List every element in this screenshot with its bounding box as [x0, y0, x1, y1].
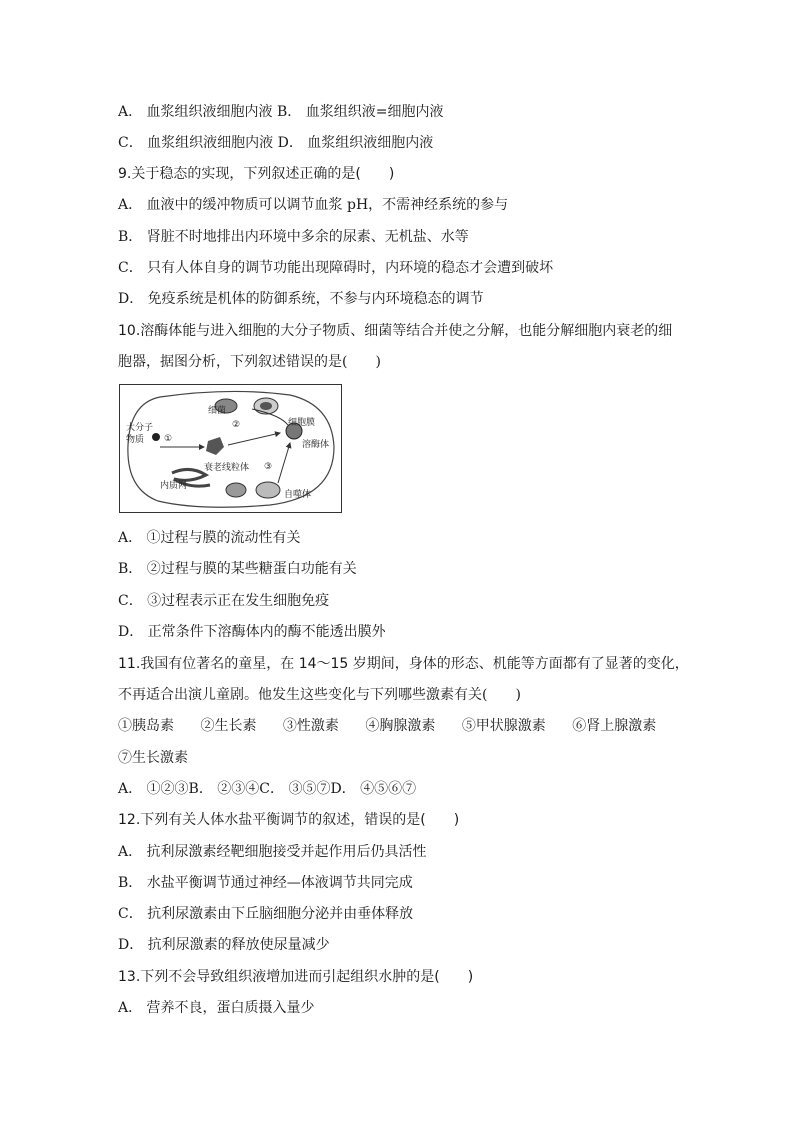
- q9-option-b: B． 肾脏不时地排出内环境中多余的尿素、无机盐、水等: [118, 229, 469, 245]
- q10-option-b: B． ②过程与膜的某些糖蛋白功能有关: [118, 561, 357, 577]
- label-process-1: ①: [164, 434, 173, 444]
- label-autophagosome: 自噬体: [284, 490, 312, 500]
- hormone-5: ⑤甲状腺激素: [461, 718, 546, 734]
- q10-option-a: A． ①过程与膜的流动性有关: [118, 530, 301, 546]
- q12-option-a: A． 抗利尿激素经靶细胞接受并起作用后仍具活性: [118, 844, 427, 860]
- label-process-3: ③: [264, 462, 273, 472]
- label-macromolecule-2: 物质: [126, 435, 145, 445]
- q11-stem-line1: 11.我国有位著名的童星，在 14～15 岁期间，身体的形态、机能等方面都有了显著的变化，: [118, 656, 689, 672]
- label-cell-membrane: 细胞膜: [288, 418, 316, 428]
- label-macromolecule-1: 大分子: [126, 423, 154, 433]
- q12-stem: 12.下列有关人体水盐平衡调节的叙述，错误的是( ): [118, 812, 460, 828]
- label-old-mitochondria: 衰老线粒体: [204, 463, 250, 473]
- hormone-4: ④胸腺激素: [365, 718, 436, 734]
- q9-option-d: D． 免疫系统是机体的防御系统，不参与内环境稳态的调节: [118, 291, 484, 307]
- label-process-2: ②: [232, 420, 241, 430]
- hormone-1: ①胰岛素: [118, 718, 174, 734]
- label-lysosome: 溶酶体: [302, 440, 330, 450]
- hormone-6: ⑥肾上腺激素: [572, 718, 657, 734]
- q9-stem: 9.关于稳态的实现，下列叙述正确的是( ): [118, 166, 395, 182]
- q8-option-cd: C． 血浆组织液细胞内液 D． 血浆组织液细胞内液: [118, 135, 434, 151]
- q10-option-c: C． ③过程表示正在发生细胞免疫: [118, 593, 330, 609]
- q12-option-b: B． 水盐平衡调节通过神经—体液调节共同完成: [118, 875, 413, 891]
- q9-option-c: C． 只有人体自身的调节功能出现障碍时，内环境的稳态才会遭到破坏: [118, 260, 554, 276]
- label-bacteria: 细菌: [208, 406, 227, 416]
- hormone-7: ⑦生长激素: [118, 750, 188, 766]
- q11-hormone-list: [118, 717, 656, 735]
- q9-option-a: A． 血液中的缓冲物质可以调节血浆 pH，不需神经系统的参与: [118, 197, 509, 213]
- hormone-3: ③性激素: [282, 718, 339, 734]
- q13-option-a: A． 营养不良，蛋白质摄入量少: [118, 1000, 315, 1016]
- label-er: 内质网: [160, 481, 188, 491]
- q10-option-d: D． 正常条件下溶酶体内的酶不能透出膜外: [118, 624, 386, 640]
- q12-option-c: C． 抗利尿激素由下丘脑细胞分泌并由垂体释放: [118, 906, 414, 922]
- q11-options: A． ①②③B． ②③④C． ③⑤⑦D． ④⑤⑥⑦: [118, 781, 417, 797]
- q13-stem: 13.下列不会导致组织液增加进而引起组织水肿的是( ): [118, 969, 474, 985]
- q10-stem-line1: 10.溶酶体能与进入细胞的大分子物质、细菌等结合并使之分解，也能分解细胞内衰老的细: [118, 323, 673, 339]
- hormone-2: ②生长素: [200, 718, 257, 734]
- q12-option-d: D． 抗利尿激素的释放使尿量减少: [118, 937, 330, 953]
- q8-option-ab: A． 血浆组织液细胞内液 B． 血浆组织液=细胞内液: [118, 104, 444, 120]
- q11-stem-line2: 不再适合出演儿童剧。他发生这些变化与下列哪些激素有关( ): [118, 687, 521, 703]
- q10-stem-line2: 胞器，据图分析，下列叙述错误的是( ): [118, 354, 381, 370]
- lysosome-diagram: [119, 384, 342, 513]
- lysosome-diagram-svg: [120, 385, 343, 514]
